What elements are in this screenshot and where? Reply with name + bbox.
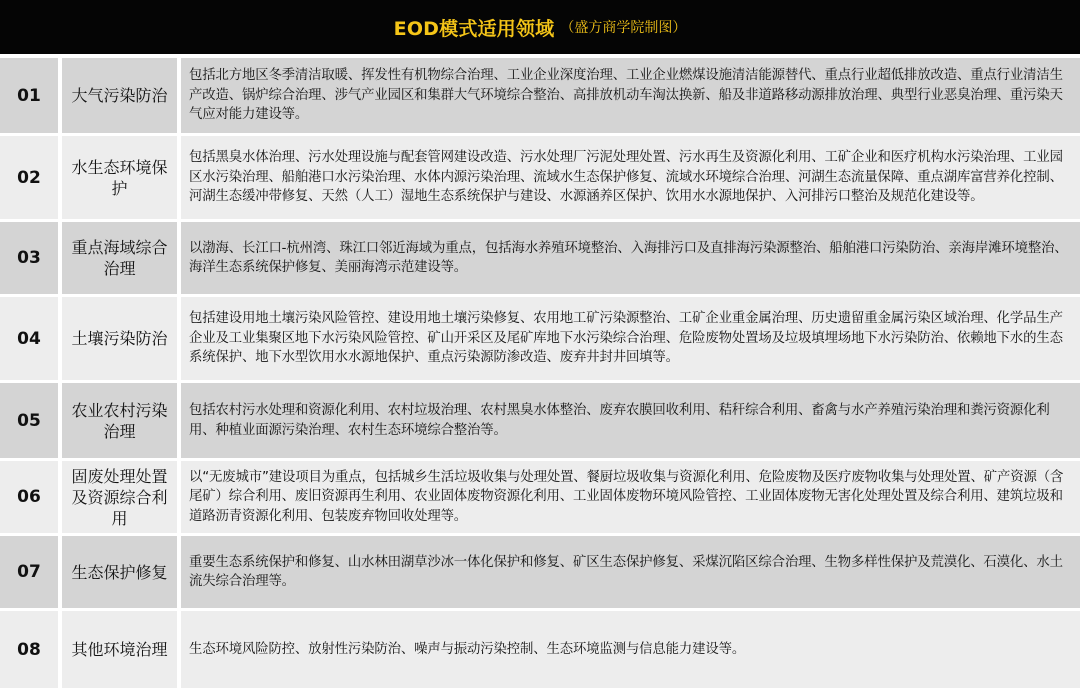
table-row <box>0 58 1080 133</box>
table-row <box>0 536 1080 608</box>
row-description: 以“无废城市”建设项目为重点，包括城乡生活垃圾收集与处理处置、餐厨垃圾收集与资源化利用、危险废物及医疗废物收集与处理处置、矿产资源（含尾矿）综合利用、废旧资源再生利用、农业固体废物资源化利用、工业固体废物环境风险管控、工业固体废物无害化处理处置及综合利用、建筑垃圾和道路沥青资源化利用、包装废弃物回收处理等。 <box>181 461 1080 533</box>
row-number: 05 <box>0 383 58 458</box>
row-description: 重要生态系统保护和修复、山水林田湖草沙冰一体化保护和修复、矿区生态保护修复、采煤沉陷区综合治理、生物多样性保护及荒漠化、石漠化、水土流失综合治理等。 <box>181 536 1080 608</box>
row-domain-name: 土壤污染防治 <box>62 297 177 380</box>
table-row <box>0 611 1080 688</box>
row-domain-name: 其他环境治理 <box>62 611 177 688</box>
table-row <box>0 297 1080 380</box>
table-subtitle: （盛方商学院制图） <box>560 20 687 36</box>
row-number: 04 <box>0 297 58 380</box>
row-number: 01 <box>0 58 58 133</box>
row-number: 07 <box>0 536 58 608</box>
row-description: 生态环境风险防控、放射性污染防治、噪声与振动污染控制、生态环境监测与信息能力建设等。 <box>181 611 1080 688</box>
row-domain-name: 大气污染防治 <box>62 58 177 133</box>
row-description: 包括建设用地土壤污染风险管控、建设用地土壤污染修复、农用地工矿污染源整治、工矿企业重金属治理、历史遗留重金属污染区域治理、化学品生产企业及工业集聚区地下水污染风险管控、矿山开采区及尾矿库地下水污染综合治理、危险废物处置场及垃圾填埋场地下水污染防治、依赖地下水的生态系统保护、地下水型饮用水水源地保护、重点污染源防渗改造、废弃井封井回填等。 <box>181 297 1080 380</box>
row-description: 包括黑臭水体治理、污水处理设施与配套管网建设改造、污水处理厂污泥处理处置、污水再生及资源化利用、工矿企业和医疗机构水污染治理、工业园区水污染治理、船舶港口水污染治理、水体内源污染治理、流域水生态保护修复、流域水环境综合治理、河湖生态流量保障、重点湖库富营养化控制、河湖生态缓冲带修复、天然（人工）湿地生态系统保护与建设、水源涵养区保护、饮用水水源地保护、入河排污口整治及规范化建设等。 <box>181 136 1080 219</box>
table-title: EOD模式适用领域 <box>393 17 555 40</box>
table-row <box>0 383 1080 458</box>
row-domain-name: 重点海域综合治理 <box>62 222 177 294</box>
row-domain-name: 农业农村污染治理 <box>62 383 177 458</box>
row-domain-name: 生态保护修复 <box>62 536 177 608</box>
row-domain-name: 固废处理处置及资源综合利用 <box>62 461 177 533</box>
table-row <box>0 461 1080 533</box>
row-description: 以渤海、长江口-杭州湾、珠江口邻近海域为重点，包括海水养殖环境整治、入海排污口及直排海污染源整治、船舶港口污染防治、亲海岸滩环境整治、海洋生态系统保护修复、美丽海湾示范建设等。 <box>181 222 1080 294</box>
table-row <box>0 136 1080 219</box>
row-description: 包括北方地区冬季清洁取暖、挥发性有机物综合治理、工业企业深度治理、工业企业燃煤设施清洁能源替代、重点行业超低排放改造、重点行业清洁生产改造、锅炉综合治理、涉气产业园区和集群大气环境综合整治、高排放机动车淘汰换新、船及非道路移动源排放治理、典型行业恶臭治理、重污染天气应对能力建设等。 <box>181 58 1080 133</box>
row-number: 03 <box>0 222 58 294</box>
row-domain-name: 水生态环境保护 <box>62 136 177 219</box>
row-description: 包括农村污水处理和资源化利用、农村垃圾治理、农村黑臭水体整治、废弃农膜回收利用、秸秆综合利用、畜禽与水产养殖污染治理和粪污资源化利用、种植业面源污染治理、农村生态环境综合整治等。 <box>181 383 1080 458</box>
table-row <box>0 222 1080 294</box>
row-number: 06 <box>0 461 58 533</box>
table-header <box>0 0 1080 54</box>
row-number: 02 <box>0 136 58 219</box>
row-number: 08 <box>0 611 58 688</box>
